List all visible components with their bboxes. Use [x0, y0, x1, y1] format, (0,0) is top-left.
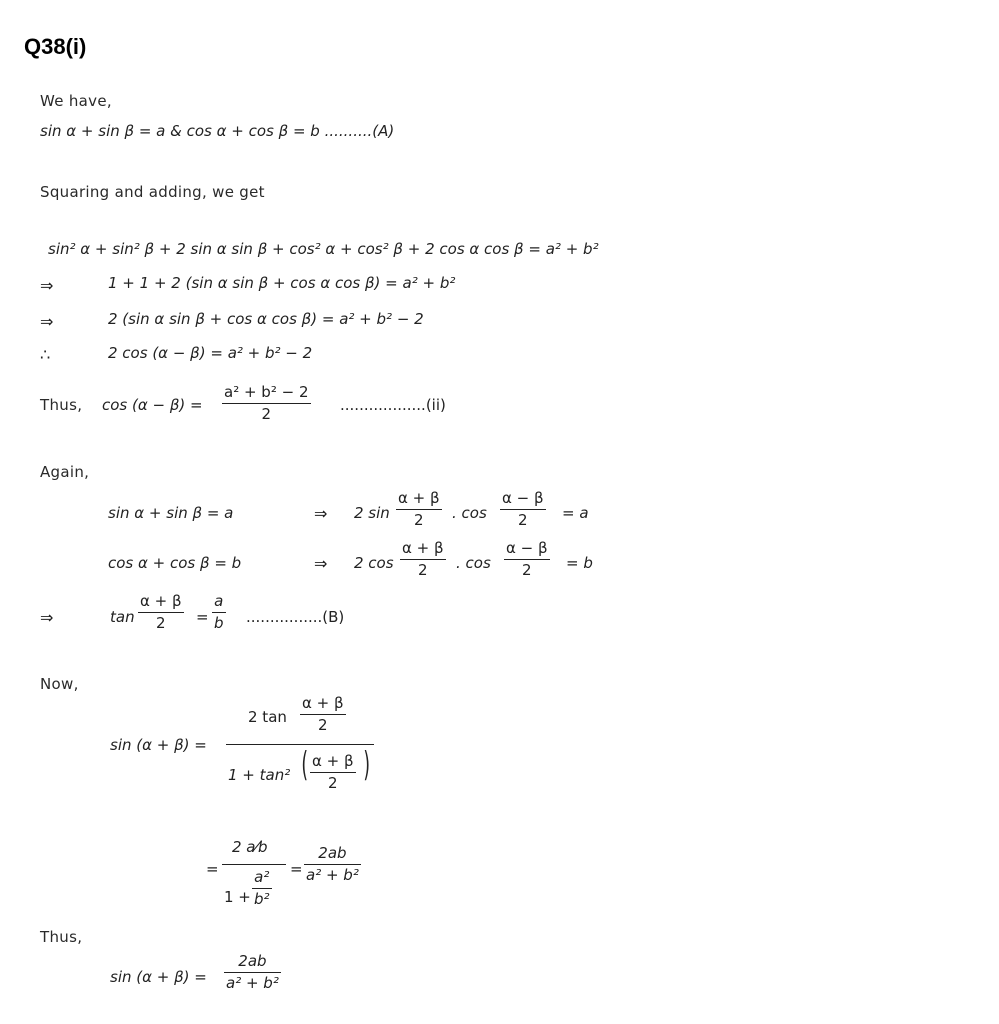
tan-fraction: [138, 594, 184, 631]
final-lhs: sin (α + β) =: [110, 968, 207, 986]
fraction-numerator: a: [214, 592, 224, 610]
thus-label: Thus,: [40, 396, 83, 414]
therefore-symbol: ∴: [40, 345, 51, 364]
again-1-fraction-2: [500, 491, 546, 528]
fraction-bar: [396, 509, 442, 510]
fraction-denominator: 2: [522, 561, 532, 579]
close-paren: ): [363, 745, 370, 785]
fraction-denominator: b²: [254, 890, 270, 908]
again-1-end: = a: [562, 504, 589, 522]
fraction-bar: [500, 509, 546, 510]
fraction-bar: [222, 403, 311, 404]
fraction-bar: [212, 612, 226, 613]
squaring-text: Squaring and adding, we get: [40, 183, 265, 201]
fraction-denominator: a² + b²: [226, 974, 279, 992]
again-1-two-sin: 2 sin: [354, 504, 390, 522]
fraction-bar: [224, 972, 281, 973]
sin-sum-lhs: sin (α + β) =: [110, 736, 207, 754]
again-2-fraction-1: [400, 541, 446, 578]
tan-equals: =: [196, 608, 209, 626]
fraction-numerator: a²: [254, 868, 270, 886]
step2-den-fraction: [252, 870, 272, 907]
line-5-fraction: [222, 385, 311, 422]
numerator-inner-fraction: [300, 696, 346, 733]
fraction-numerator: α + β: [140, 592, 182, 610]
question-title: Q38(i): [24, 34, 87, 59]
again-text: Again,: [40, 463, 90, 481]
now-text: Now,: [40, 675, 79, 693]
denominator-one-plus-tan: 1 + tan²: [228, 766, 291, 784]
tan-rhs-fraction: [212, 594, 226, 631]
thus-label-2: Thus,: [40, 928, 83, 946]
denominator-inner-fraction: [310, 754, 356, 791]
equation-a: sin α + sin β = a & cos α + cos β = b ..........(A): [40, 122, 395, 140]
line-2: 1 + 1 + 2 (sin α sin β + cos α cos β) = a² + b²: [108, 274, 456, 292]
fraction-denominator: a² + b²: [306, 866, 359, 884]
numerator-two-tan: 2 tan: [248, 708, 287, 726]
fraction-numerator: α + β: [402, 539, 444, 557]
step2-result-fraction: [304, 846, 361, 883]
line-5-lhs: cos (α − β) =: [102, 396, 203, 414]
fraction-numerator: α + β: [302, 694, 344, 712]
fraction-denominator: b: [214, 614, 224, 632]
fraction-numerator: 2ab: [318, 844, 347, 862]
step2-numerator: 2 a⁄b: [232, 838, 268, 856]
fraction-denominator: 2: [328, 774, 338, 792]
again-2-end: = b: [566, 554, 593, 572]
tan-tag: ................(B): [246, 608, 345, 626]
step2-den-one-plus: 1 +: [224, 888, 251, 906]
line-5-tag: ..................(ii): [340, 396, 446, 414]
fraction-denominator: 2: [261, 405, 272, 423]
tan-label: tan: [110, 608, 135, 626]
fraction-bar: [138, 612, 184, 613]
step2-bar: [222, 864, 286, 865]
fraction-numerator: α − β: [506, 539, 548, 557]
again-2-fraction-2: [504, 541, 550, 578]
fraction-denominator: 2: [414, 511, 424, 529]
again-1-lhs: sin α + sin β = a: [108, 504, 234, 522]
implies-symbol: ⇒: [314, 554, 328, 573]
open-paren: (: [301, 745, 308, 785]
implies-symbol: ⇒: [314, 504, 328, 523]
step2-equals-2: =: [290, 860, 303, 878]
again-2-two-cos: 2 cos: [354, 554, 394, 572]
fraction-bar: [300, 714, 346, 715]
line-4: 2 cos (α − β) = a² + b² − 2: [108, 344, 313, 362]
fraction-bar: [304, 864, 361, 865]
fraction-numerator: 2ab: [238, 952, 267, 970]
final-fraction: [224, 954, 281, 991]
implies-symbol: ⇒: [40, 608, 54, 627]
main-fraction-bar: [226, 744, 374, 745]
implies-symbol: ⇒: [40, 312, 54, 331]
fraction-bar: [400, 559, 446, 560]
intro-text: We have,: [40, 92, 112, 110]
fraction-denominator: 2: [318, 716, 328, 734]
step2-equals: =: [206, 860, 219, 878]
again-1-fraction-1: [396, 491, 442, 528]
fraction-numerator: α + β: [398, 489, 440, 507]
fraction-bar: [504, 559, 550, 560]
implies-symbol: ⇒: [40, 276, 54, 295]
fraction-denominator: 2: [518, 511, 528, 529]
line-1: sin² α + sin² β + 2 sin α sin β + cos² α + cos² β + 2 cos α cos β = a² + b²: [48, 240, 599, 258]
fraction-numerator: a² + b² − 2: [224, 383, 309, 401]
again-2-lhs: cos α + cos β = b: [108, 554, 242, 572]
again-2-cos: . cos: [456, 554, 491, 572]
line-3: 2 (sin α sin β + cos α cos β) = a² + b² − 2: [108, 310, 424, 328]
fraction-denominator: 2: [156, 614, 166, 632]
fraction-numerator: α + β: [312, 752, 354, 770]
fraction-numerator: α − β: [502, 489, 544, 507]
fraction-bar: [252, 888, 272, 889]
fraction-bar: [310, 772, 356, 773]
fraction-denominator: 2: [418, 561, 428, 579]
again-1-cos: . cos: [452, 504, 487, 522]
